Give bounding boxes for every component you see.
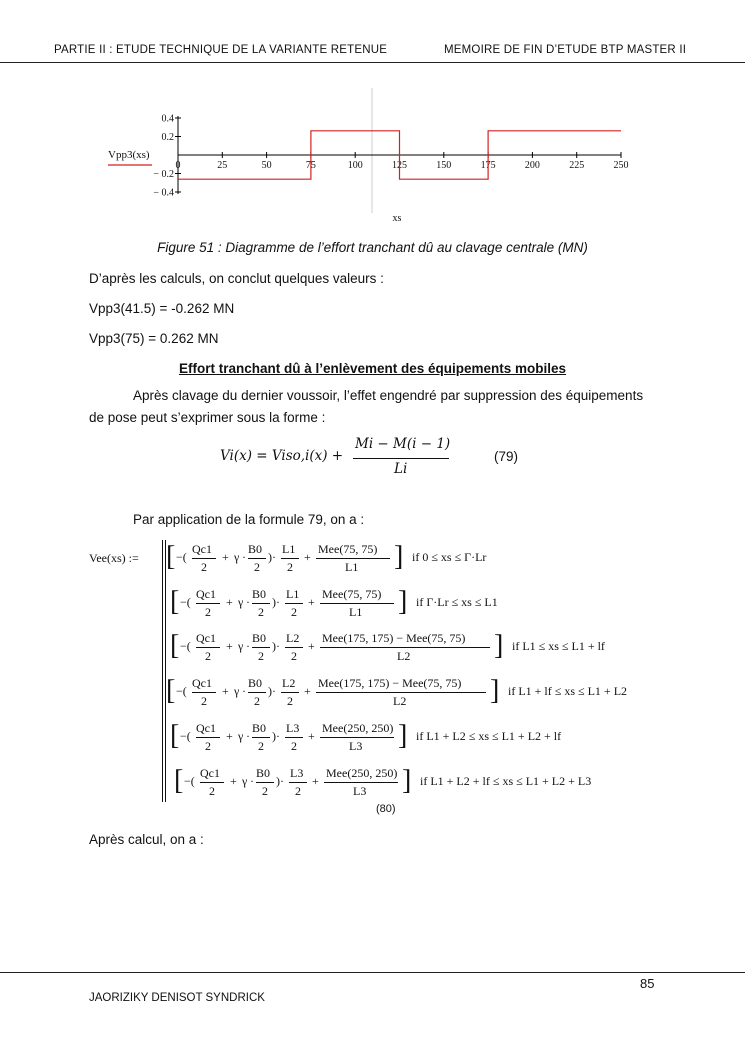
qc1-label: Qc1 <box>200 766 220 780</box>
x-tick-label: 25 <box>217 160 228 171</box>
page-number: 85 <box>640 976 655 991</box>
fraction-bar <box>192 692 216 693</box>
fraction-bar <box>289 782 307 783</box>
denominator-two: 2 <box>201 694 207 708</box>
intro-text: D’après les calculs, on conclut quelques valeurs : <box>89 271 384 286</box>
minus-sign: −( <box>180 729 191 743</box>
gamma-symbol: γ <box>238 729 244 743</box>
x-tick-label: 225 <box>569 160 585 171</box>
eq79-numerator: Mi − M(i − 1) <box>355 436 451 452</box>
moment-numerator: Mee(250, 250) <box>326 766 398 780</box>
section-heading: Effort tranchant dû à l’enlèvement des équipements mobiles <box>178 361 567 376</box>
bracket-close: ] <box>490 675 500 706</box>
fraction-bar <box>196 737 220 738</box>
fraction-bar <box>256 782 274 783</box>
fraction-bar <box>281 558 299 559</box>
dot-operator: · <box>250 774 254 788</box>
denominator-two: 2 <box>201 560 207 574</box>
plus-gamma: + <box>226 595 233 609</box>
x-tick-label: 125 <box>392 160 407 171</box>
minus-sign: −( <box>180 639 191 653</box>
x-tick-label: 0 <box>175 160 181 171</box>
denominator-two: 2 <box>209 784 215 798</box>
b0-label: B0 <box>252 721 267 735</box>
bracket-close: ] <box>402 765 412 796</box>
fraction-bar <box>324 782 398 783</box>
moment-numerator: Mee(75, 75) <box>322 587 382 601</box>
qc1-label: Qc1 <box>196 631 216 645</box>
moment-numerator: Mee(75, 75) <box>318 542 378 556</box>
plus-sign: + <box>308 639 315 653</box>
minus-sign: −( <box>184 774 195 788</box>
x-axis-label: xs <box>392 213 402 224</box>
eq79-denominator: Li <box>394 461 408 477</box>
y-axis-label: Vpp3(xs) <box>108 149 150 161</box>
condition: if L1 ≤ xs ≤ L1 + lf <box>512 639 605 653</box>
x-tick-label: 250 <box>613 160 629 171</box>
header-right: MEMOIRE DE FIN D’ETUDE BTP MASTER II <box>444 44 687 56</box>
b0-label: B0 <box>252 587 267 601</box>
moment-denominator: L3 <box>349 739 363 753</box>
bracket-open: [ <box>170 630 180 661</box>
piecewise-bar <box>162 540 163 802</box>
moment-denominator: L1 <box>349 605 363 619</box>
paren-close: )· <box>268 550 276 564</box>
x-tick-label: 100 <box>347 160 363 171</box>
gamma-symbol: γ <box>238 639 244 653</box>
x-tick-label: 200 <box>524 160 540 171</box>
plus-gamma: + <box>230 774 237 788</box>
paren-close: )· <box>272 595 280 609</box>
denominator-two: 2 <box>291 649 297 663</box>
denominator-two: 2 <box>258 739 264 753</box>
x-tick-label: 150 <box>436 160 452 171</box>
condition: if Γ·Lr ≤ xs ≤ L1 <box>416 595 498 609</box>
y-tick-label: 0.4 <box>161 113 174 125</box>
bracket-open: [ <box>174 765 184 796</box>
plus-sign: + <box>304 550 311 564</box>
qc1-label: Qc1 <box>196 721 216 735</box>
span-length: L3 <box>286 721 300 735</box>
condition: if L1 + L2 ≤ xs ≤ L1 + L2 + lf <box>416 729 562 743</box>
span-length: L2 <box>286 631 300 645</box>
denominator-two: 2 <box>254 694 260 708</box>
qc1-label: Qc1 <box>196 587 216 601</box>
condition: if L1 + lf ≤ xs ≤ L1 + L2 <box>508 684 628 698</box>
span-length: L1 <box>286 587 300 601</box>
fraction-bar <box>252 647 270 648</box>
span-length: L1 <box>282 542 296 556</box>
header-left: PARTIE II : ETUDE TECHNIQUE DE LA VARIANTE RETENUE <box>54 44 388 56</box>
gamma-symbol: γ <box>234 550 240 564</box>
denominator-two: 2 <box>258 649 264 663</box>
paren-close: )· <box>272 639 280 653</box>
bracket-open: [ <box>166 541 176 572</box>
fraction-bar <box>196 603 220 604</box>
dot-operator: · <box>246 639 250 653</box>
denominator-two: 2 <box>262 784 268 798</box>
moment-denominator: L1 <box>345 560 359 574</box>
bracket-open: [ <box>170 720 180 751</box>
dot-operator: · <box>246 595 250 609</box>
bracket-close: ] <box>398 720 408 751</box>
fraction-bar <box>320 603 394 604</box>
dot-operator: · <box>246 729 250 743</box>
denominator-two: 2 <box>205 605 211 619</box>
eq79-lhs: Vi(x) = Viso,i(x) + <box>220 448 344 464</box>
x-tick-label: 175 <box>480 160 496 171</box>
dot-operator: · <box>242 684 246 698</box>
fraction-bar <box>192 558 216 559</box>
condition: if L1 + L2 + lf ≤ xs ≤ L1 + L2 + L3 <box>420 774 592 788</box>
fraction-bar <box>285 737 303 738</box>
minus-sign: −( <box>176 550 187 564</box>
denominator-two: 2 <box>205 649 211 663</box>
y-tick-label: − 0.4 <box>153 187 174 199</box>
fraction-bar <box>320 737 394 738</box>
gamma-symbol: γ <box>234 684 240 698</box>
b0-label: B0 <box>256 766 271 780</box>
x-tick-label: 50 <box>261 160 272 171</box>
value-line-1: Vpp3(41.5) = -0.262 MN <box>89 301 235 316</box>
eq79-fraction-bar <box>353 458 449 459</box>
fraction-bar <box>252 737 270 738</box>
denominator-two: 2 <box>291 739 297 753</box>
bracket-open: [ <box>170 586 180 617</box>
application-text: Par application de la formule 79, on a : <box>133 512 365 527</box>
body-paragraph: Après clavage du dernier voussoir, l’effet engendré par suppression des équipements de pose peut s’exprimer sous la forme : <box>89 388 644 425</box>
fraction-bar <box>196 647 220 648</box>
fraction-bar <box>285 603 303 604</box>
qc1-label: Qc1 <box>192 676 212 690</box>
figure-caption: Figure 51 : Diagramme de l’effort tranchant dû au clavage centrale (MN) <box>157 240 588 255</box>
piecewise-bar <box>165 540 166 802</box>
bracket-open: [ <box>166 675 176 706</box>
plus-sign: + <box>312 774 319 788</box>
denominator-two: 2 <box>205 739 211 753</box>
moment-numerator: Mee(250, 250) <box>322 721 394 735</box>
fraction-bar <box>281 692 299 693</box>
bracket-close: ] <box>394 541 404 572</box>
y-tick-label: 0.2 <box>161 132 174 143</box>
moment-denominator: L3 <box>353 784 367 798</box>
dot-operator: · <box>242 550 246 564</box>
b0-label: B0 <box>252 631 267 645</box>
minus-sign: −( <box>176 684 187 698</box>
gamma-symbol: γ <box>242 774 248 788</box>
moment-denominator: L2 <box>397 649 411 663</box>
b0-label: B0 <box>248 676 263 690</box>
eq79-number: (79) <box>494 449 519 464</box>
b0-label: B0 <box>248 542 263 556</box>
denominator-two: 2 <box>254 560 260 574</box>
y-tick-label: − 0.2 <box>153 169 174 180</box>
paren-close: )· <box>272 729 280 743</box>
plus-sign: + <box>308 595 315 609</box>
span-length: L2 <box>282 676 296 690</box>
fraction-bar <box>200 782 224 783</box>
qc1-label: Qc1 <box>192 542 212 556</box>
plus-sign: + <box>308 729 315 743</box>
shear-force-chart <box>100 88 660 233</box>
moment-numerator: Mee(175, 175) − Mee(75, 75) <box>318 676 462 690</box>
plus-sign: + <box>304 684 311 698</box>
footer-rule <box>0 972 745 973</box>
plus-gamma: + <box>226 639 233 653</box>
paren-close: )· <box>268 684 276 698</box>
plus-gamma: + <box>222 684 229 698</box>
bracket-close: ] <box>398 586 408 617</box>
gamma-symbol: γ <box>238 595 244 609</box>
x-tick-label: 75 <box>305 160 316 171</box>
denominator-two: 2 <box>295 784 301 798</box>
moment-denominator: L2 <box>393 694 407 708</box>
eq80-label: Vee(xs) := <box>89 551 139 565</box>
moment-numerator: Mee(175, 175) − Mee(75, 75) <box>322 631 466 645</box>
denominator-two: 2 <box>287 694 293 708</box>
fraction-bar <box>285 647 303 648</box>
footer-author: JAORIZIKY DENISOT SYNDRICK <box>89 992 265 1004</box>
paren-close: )· <box>276 774 284 788</box>
denominator-two: 2 <box>258 605 264 619</box>
condition: if 0 ≤ xs ≤ Γ·Lr <box>412 550 487 564</box>
plus-gamma: + <box>222 550 229 564</box>
minus-sign: −( <box>180 595 191 609</box>
fraction-bar <box>316 558 390 559</box>
header-rule <box>0 62 745 63</box>
denominator-two: 2 <box>287 560 293 574</box>
eq80-number: (80) <box>376 803 396 815</box>
value-line-2: Vpp3(75) = 0.262 MN <box>89 331 219 346</box>
fraction-bar <box>248 692 266 693</box>
fraction-bar <box>320 647 490 648</box>
after-calc-text: Après calcul, on a : <box>89 832 204 847</box>
fraction-bar <box>316 692 486 693</box>
span-length: L3 <box>290 766 304 780</box>
bracket-close: ] <box>494 630 504 661</box>
fraction-bar <box>252 603 270 604</box>
fraction-bar <box>248 558 266 559</box>
plus-gamma: + <box>226 729 233 743</box>
denominator-two: 2 <box>291 605 297 619</box>
